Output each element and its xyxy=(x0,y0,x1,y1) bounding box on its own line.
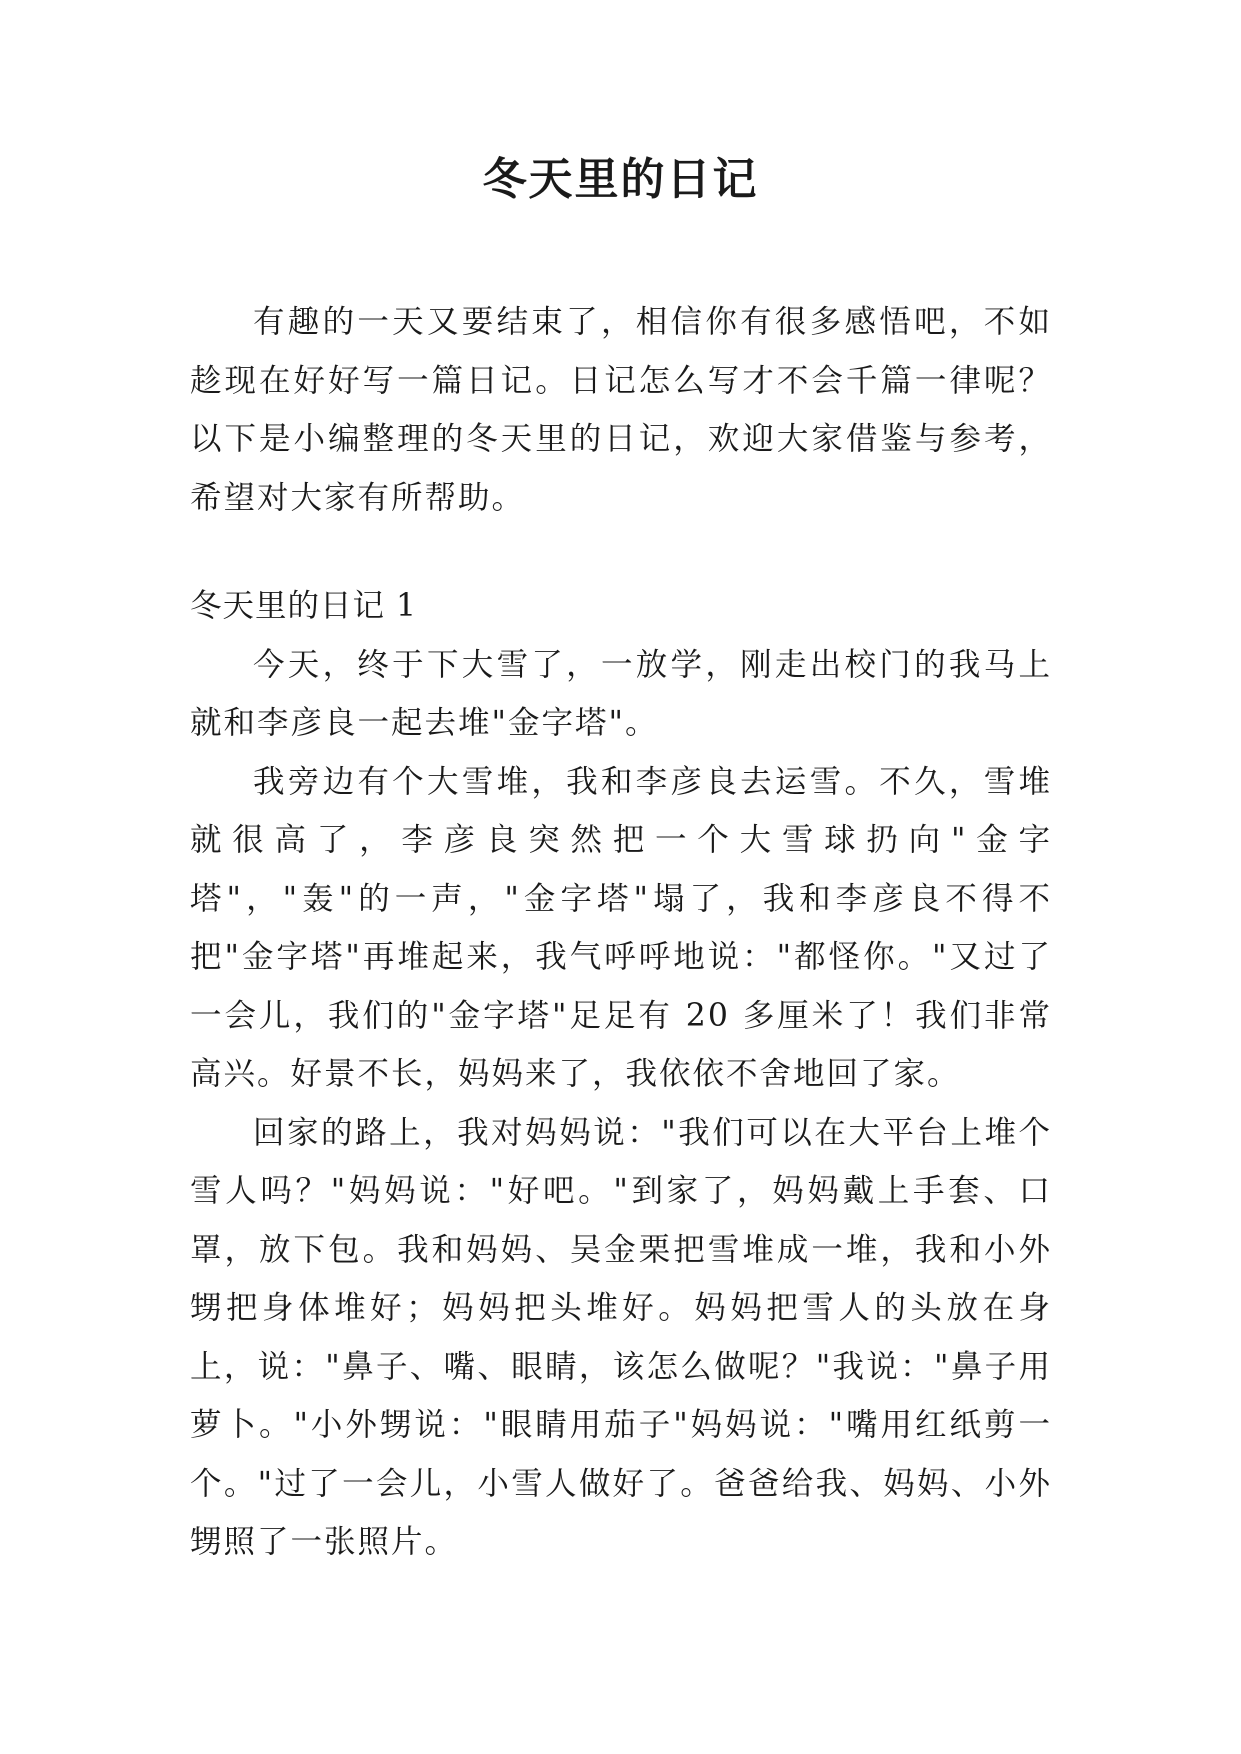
section-heading: 冬天里的日记 1 xyxy=(190,588,418,624)
paragraph: 我旁边有个大雪堆，我和李彦良去运雪。不久，雪堆就很高了，李彦良突然把一个大雪球扔向"金字塔"，"轰"的一声，"金字塔"塌了，我和李彦良不得不把"金字塔"再堆起来，我气呼呼地说："都怪你。"又过了一会儿，我们的"金字塔"足足有 20 多厘米了！我们非常高兴。好景不长，妈妈来了，我依依不舍地回了家。 xyxy=(190,763,1052,1092)
intro-paragraph: 有趣的一天又要结束了，相信你有很多感悟吧，不如趁现在好好写一篇日记。日记怎么写才不会千篇一律呢？以下是小编整理的冬天里的日记，欢迎大家借鉴与参考，希望对大家有所帮助。 xyxy=(190,304,1052,516)
intro-block xyxy=(190,293,1052,527)
paragraph: 今天，终于下大雪了，一放学，刚走出校门的我马上就和李彦良一起去堆"金字塔"。 xyxy=(190,646,1052,741)
document-title: 冬天里的日记 xyxy=(482,154,759,205)
diary-section xyxy=(190,577,1052,1572)
paragraph: 回家的路上，我对妈妈说："我们可以在大平台上堆个雪人吗？"妈妈说："好吧。"到家了，妈妈戴上手套、口罩，放下包。我和妈妈、吴金栗把雪堆成一堆，我和小外甥把身体堆好；妈妈把头堆好。妈妈把雪人的头放在身上，说："鼻子、嘴、眼睛，该怎么做呢？"我说："鼻子用萝卜。"小外甥说："眼睛用茄子"妈妈说："嘴用红纸剪一个。"过了一会儿，小雪人做好了。爸爸给我、妈妈、小外甥照了一张照片。 xyxy=(190,1114,1052,1560)
